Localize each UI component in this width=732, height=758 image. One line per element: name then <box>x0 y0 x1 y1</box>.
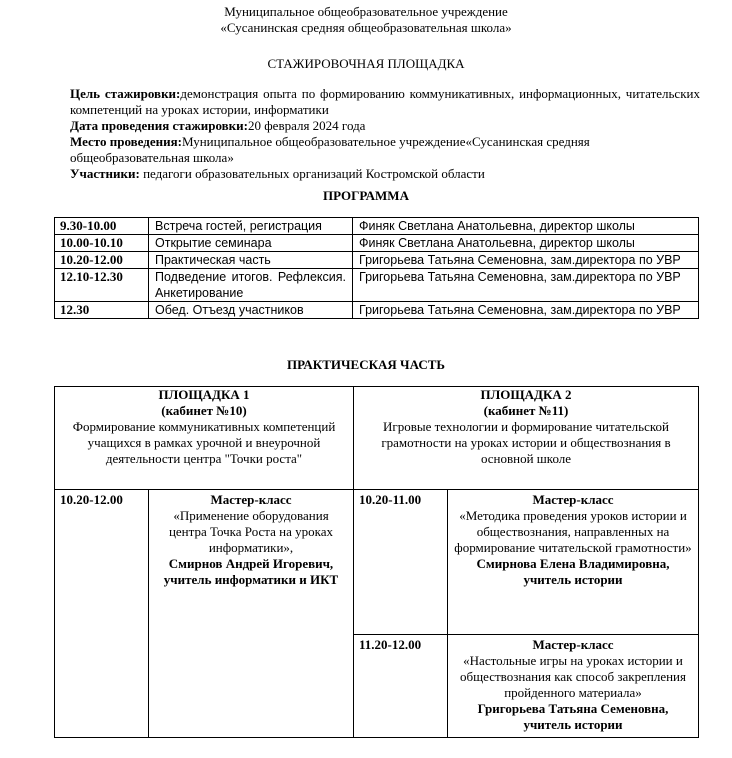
goal-label: Цель стажировки: <box>70 86 181 101</box>
site-2-room: (кабинет №11) <box>483 403 569 418</box>
site-1-time: 10.20-12.00 <box>55 490 149 738</box>
site-2-s1-mc-label: Мастер-класс <box>532 492 614 507</box>
site-1-presenter: Смирнов Андрей Игоревич, учитель информатики и ИКТ <box>163 556 339 587</box>
table-row <box>55 387 699 490</box>
place-text: Муниципальное общеобразовательное учреждение«Сусанинская средняя общеобразовательная школа» <box>70 134 590 165</box>
goal-row <box>70 86 700 118</box>
program-table <box>54 217 699 319</box>
program-activity: Встреча гостей, регистрация <box>149 218 353 235</box>
place-row <box>70 134 700 166</box>
date-text: 20 февраля 2024 года <box>248 118 366 133</box>
site-2-header <box>354 387 699 490</box>
practical-table <box>54 386 699 738</box>
date-label: Дата проведения стажировки: <box>70 118 248 133</box>
participants-row <box>70 166 700 182</box>
practical-heading: ПРАКТИЧЕСКАЯ ЧАСТЬ <box>287 357 445 372</box>
program-activity: Обед. Отъезд участников <box>149 302 353 319</box>
participants-label: Участники: <box>70 166 140 181</box>
site-2-s1-topic: «Методика проведения уроков истории и обществознания, направленных на формирование читательской грамотности» <box>454 508 692 555</box>
site-2-title: ПЛОЩАДКА 2 <box>480 387 572 402</box>
site-2-description: Игровые технологии и формирование читательской грамотности на уроках истории и обществознания в основной школе <box>381 419 671 466</box>
organization-header <box>0 4 732 36</box>
program-time: 10.20-12.00 <box>55 252 149 269</box>
table-row <box>55 269 699 302</box>
table-row <box>55 302 699 319</box>
table-row <box>55 252 699 269</box>
site-1-description: Формирование коммуникативных компетенций учащихся в рамках урочной и внеурочной деятельности центра "Точки роста" <box>72 419 336 466</box>
site-2-s2-presenter: Григорьева Татьяна Семеновна, учитель истории <box>477 701 669 732</box>
program-responsible: Григорьева Татьяна Семеновна, зам.директора по УВР <box>353 302 699 319</box>
site-2-s2-mc-label: Мастер-класс <box>532 637 614 652</box>
site-1-title: ПЛОЩАДКА 1 <box>158 387 250 402</box>
site-1-mc-label: Мастер-класс <box>210 492 292 507</box>
table-row <box>55 235 699 252</box>
table-row <box>55 218 699 235</box>
program-time: 12.10-12.30 <box>55 269 149 302</box>
program-time: 10.00-10.10 <box>55 235 149 252</box>
program-responsible: Финяк Светлана Анатольевна, директор школы <box>353 218 699 235</box>
participants-text: педагоги образовательных организаций Костромской области <box>139 166 485 181</box>
site-2-s1-presenter: Смирнова Елена Владимировна, учитель истории <box>476 556 670 587</box>
program-responsible: Финяк Светлана Анатольевна, директор школы <box>353 235 699 252</box>
site-1-masterclass <box>149 490 354 738</box>
program-time: 12.30 <box>55 302 149 319</box>
site-2-session-2 <box>448 635 699 738</box>
site-1-header <box>55 387 354 490</box>
site-2-session-1 <box>448 490 699 635</box>
site-1-room: (кабинет №10) <box>161 403 247 418</box>
page-title: СТАЖИРОВОЧНАЯ ПЛОЩАДКА <box>267 56 465 71</box>
program-activity: Практическая часть <box>149 252 353 269</box>
org-line-1: Муниципальное общеобразовательное учреждение <box>224 4 508 19</box>
program-activity: Открытие семинара <box>149 235 353 252</box>
site-2-session-1-time: 10.20-11.00 <box>354 490 448 635</box>
program-responsible: Григорьева Татьяна Семеновна, зам.директора по УВР <box>353 252 699 269</box>
program-responsible: Григорьева Татьяна Семеновна, зам.директора по УВР <box>353 269 699 302</box>
site-1-mc-topic: «Применение оборудования центра Точка Роста на уроках информатики», <box>168 508 334 555</box>
site-2-session-2-time: 11.20-12.00 <box>354 635 448 738</box>
program-heading: ПРОГРАММА <box>323 188 409 203</box>
date-row <box>70 118 700 134</box>
site-2-s2-topic: «Настольные игры на уроках истории и обществознания как способ закрепления пройденного материала» <box>460 653 686 700</box>
place-label: Место проведения: <box>70 134 182 149</box>
org-line-2: «Сусанинская средняя общеобразовательная школа» <box>220 20 512 35</box>
program-activity: Подведение итогов. Рефлексия. Анкетирование <box>149 269 353 302</box>
info-block <box>70 86 700 182</box>
goal-text: демонстрация опыта по формированию коммуникативных, информационных, читательских компетенций на уроках истории, информатики <box>70 86 700 117</box>
program-time: 9.30-10.00 <box>55 218 149 235</box>
table-row <box>55 490 699 635</box>
